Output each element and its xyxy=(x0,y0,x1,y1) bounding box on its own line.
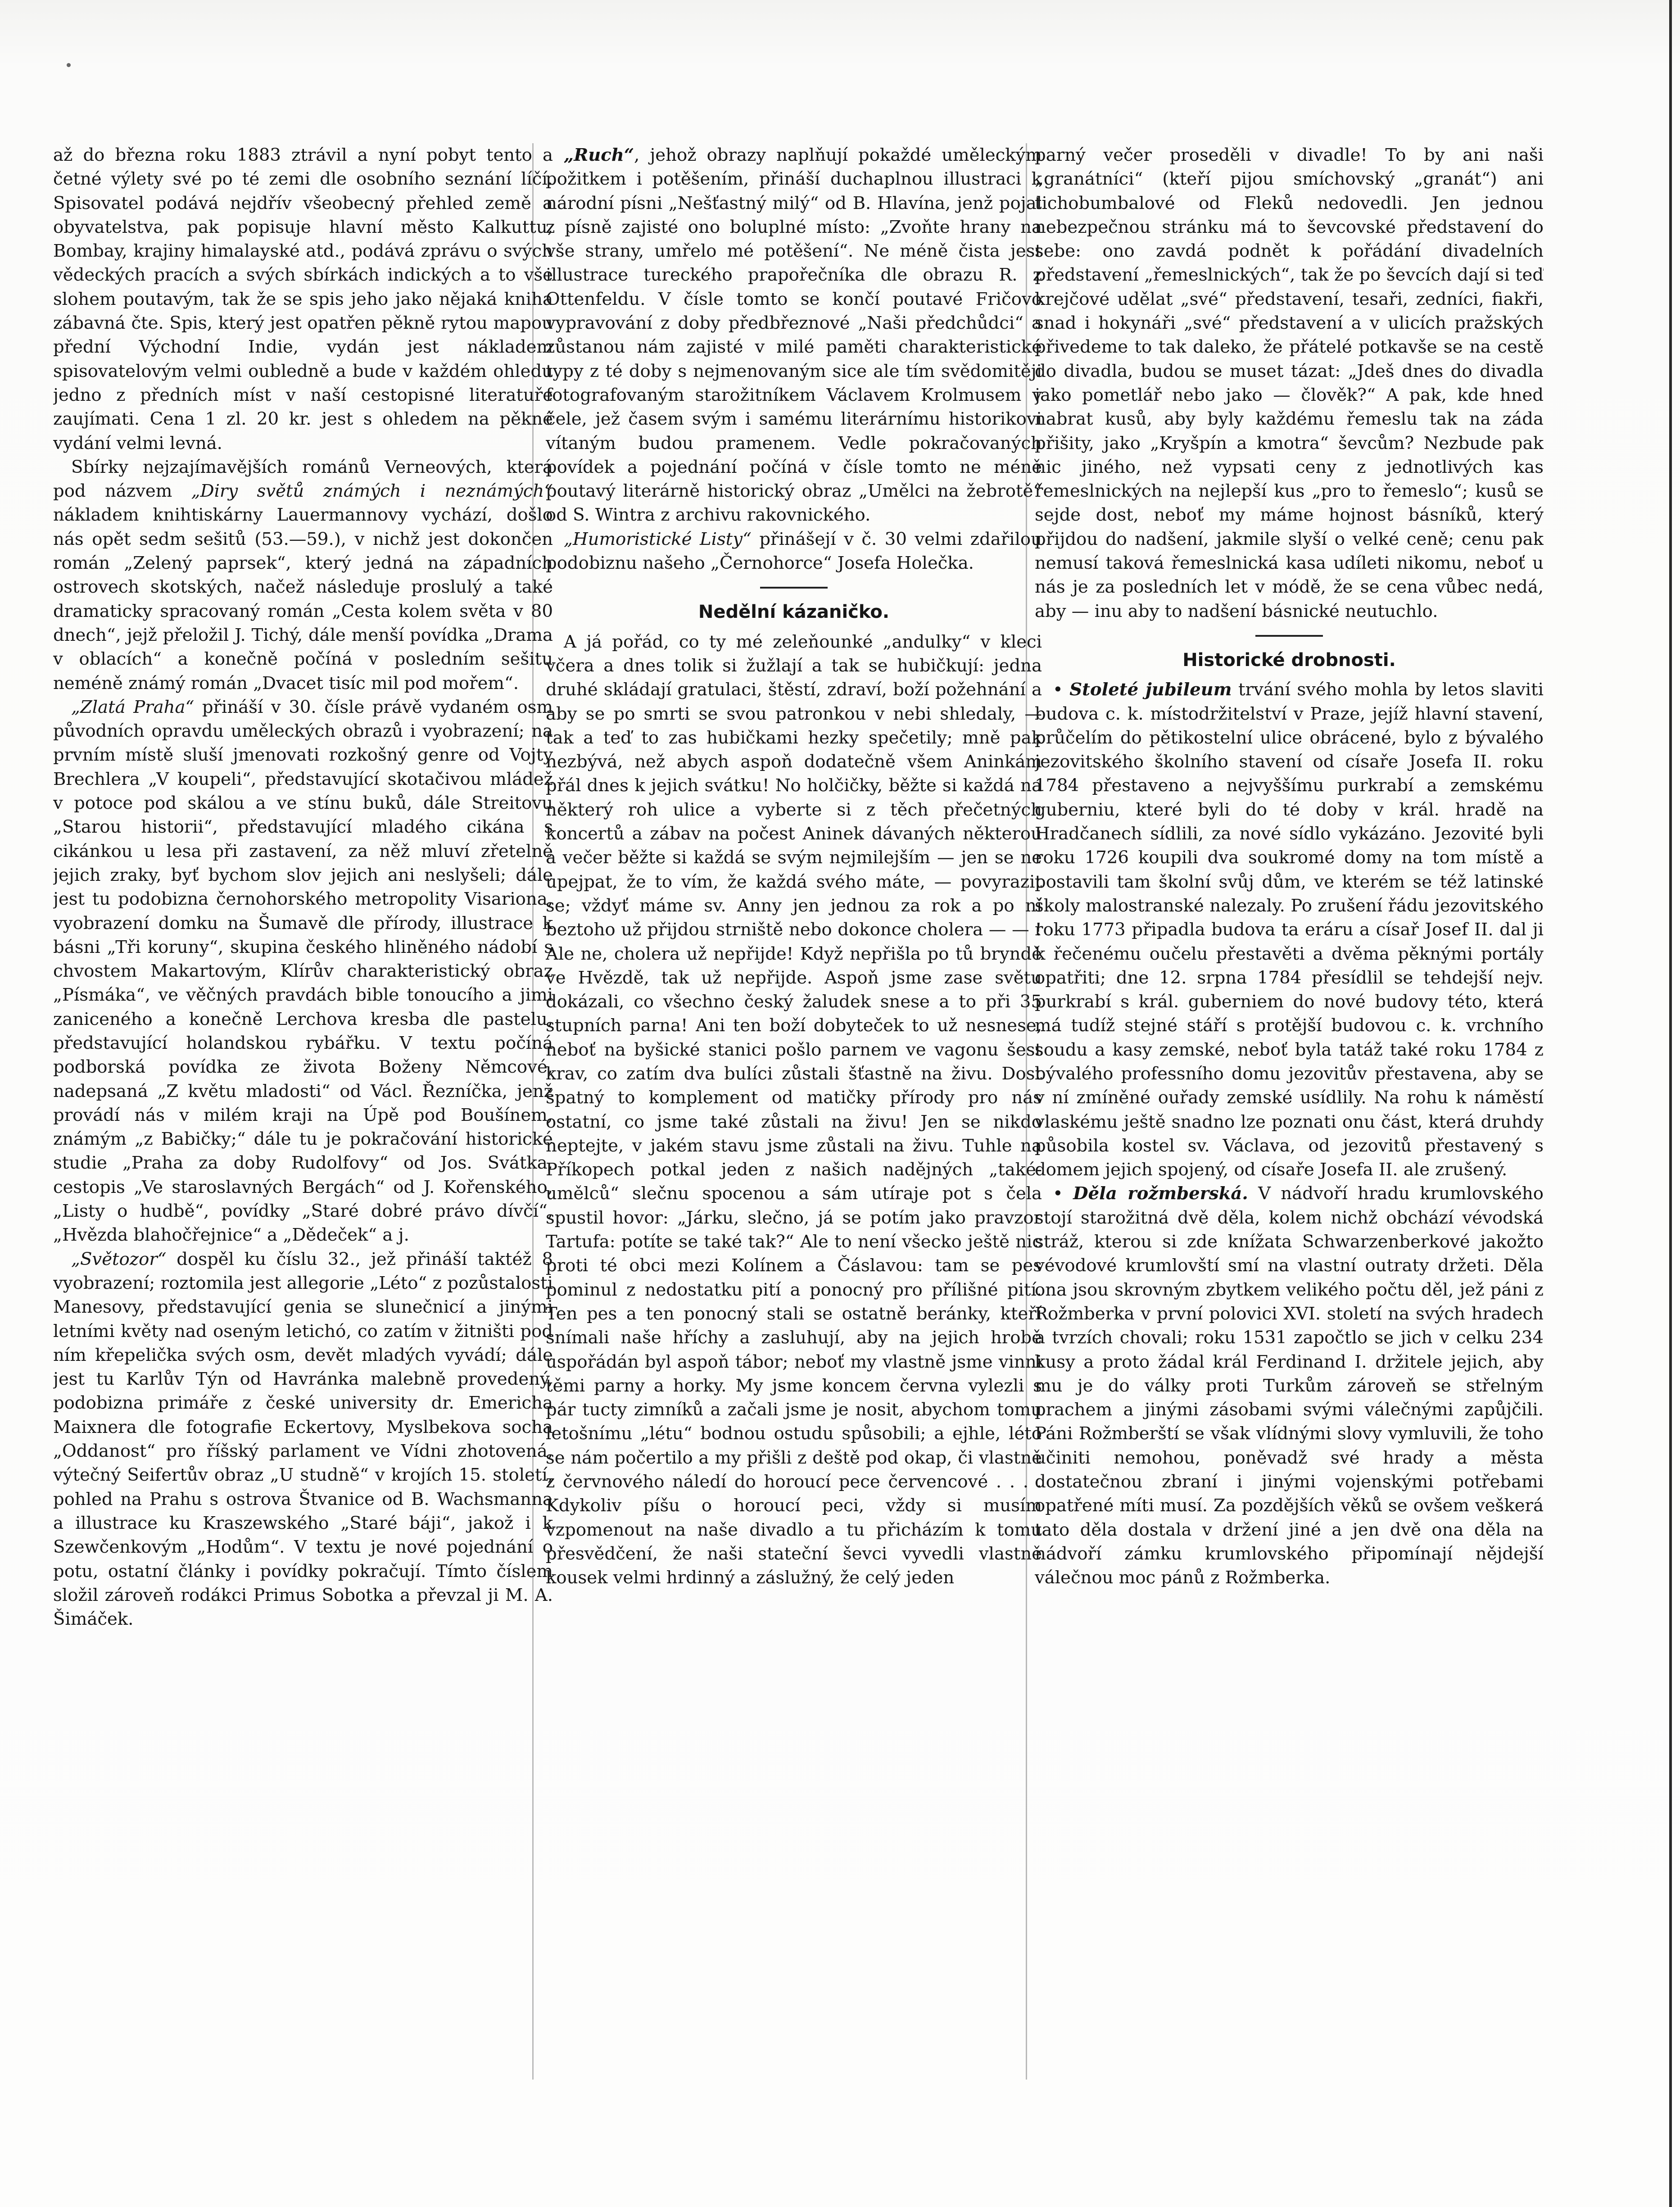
title-zlata-praha: „Zlatá Praha“ xyxy=(71,697,195,717)
paragraph-zlata-praha: „Zlatá Praha“ přináší v 30. čísle právě vydaném osm původních opravdu uměleckých obrazů i vyobrazení; na prvním místě sluší jmenovati rozkošný genre od Vojty Brechlera „V koupeli“, představující skotačivou mládež v potoce pod skálou a ve stínu buků, dále Streitovu „Starou historii“, představující mladého cikána s cikánkou u lesa při zastavení, za něž mluví zřetelně jejich zraky, byť bychom slov jejich ani neslyšeli; dále jest tu podobizna černohorského metropolity Visariona, vyobrazení domku na Šumavě dle přírody, illustrace k básni „Tři koruny“, skupina českého hliněného nádobí s chvostem Makartovým, Klírův charakteristický obraz „Písmáka“, ve věčných pravdách bible tonoucího a jimi zaniceného a konečně Lerchova kresba dle pastelu, představující holandskou rybářku. V textu počíná podborská povídka ze života Boženy Němcové, nadepsaná „Z květu mladosti“ od Václ. Řezníčka, jenž provádí nás v milém kraji na Úpě pod Boušínem, známým „z Babičky;“ dále tu je pokračování historické studie „Praha za doby Rudolfovy“ od Jos. Svátka, cestopis „Ve staroslavných Bergách“ od J. Kořenského, „Listy o hudbě“, povídky „Staré dobré právo dívčí“, „Hvězda blahočřejnice“ a „Dědeček“ a j. xyxy=(53,697,553,1246)
title-humoristicke-listy: „Humoristické Listy“ xyxy=(564,529,752,549)
paragraph-svetozor: „Světozor“ dospěl ku číslu 32., jež přináší taktéž 8 vyobrazení; roztomila jest allegorie „Léto“ z pozůstalosti Manesovy, představující genia se slunečnicí a jinými letními květy nad oseným letichó, co zatím v žitništi pod ním křepelička svých osm, devět mladých vyvádí; dále jest tu Karlův Týn od Havránka malebně provedený, podobizna primáře z české university dr. Emericha Maixnera dle fotografie Eckertovy, Myslbekova socha „Oddanost“ pro říšský parlament ve Vídni zhotovená, výtečný Seifertův obraz „U studně“ v krojích 15. století, pohled na Prahu s ostrova Štvanice od B. Wachsmanna a illustrace ku Kraszewského „Staré báji“, jakož i k Szewčenkovým „Hodům“. V textu je nové pojednání o potu, ostatní články i povídky pokračují. Tímto číslem složil zároveň rodákci Primus Sobotka a převzal ji M. A. Šimáček. xyxy=(53,1249,553,1630)
paragraph-verne-collection: Sbírky nejzajímavějších románů Verneových, která pod názvem „Diry světů známých i neznámých“ nákladem knihtiskárny Lauermannovy vychází, došlo nás opět sedm sešitů (53.—59.), v nichž jest dokončen román „Zelený paprsek“, který jedná na západních ostrovech skotských, načež následuje proslulý a také dramaticky spracovaný román „Cesta kolem světa v 80 dnech“, jejž přeložil J. Tichý, dále menší povídka „Drama v oblacích“ a konečně počíná v posledním sešitu neméně známý román „Dvacet tisíc mil pod mořem“. xyxy=(53,457,553,693)
title-stolete-jubileum: Stoleté jubileum xyxy=(1069,680,1232,700)
title-ruch: „Ruch“ xyxy=(564,145,634,165)
bullet-icon: • xyxy=(1053,680,1070,700)
title-dela-rozmberska: Děla rožmberská. xyxy=(1073,1183,1248,1204)
column-right xyxy=(1035,143,1544,2080)
paragraph-ruch: „Ruch“, jehož obrazy naplňují pokaždé uměleckým požitkem i potěšením, přináší duchaplnou illustraci k národní písni „Nešťastný milý“ od B. Hlavína, jenž pojal z písně zajisté ono boluplné místo: „Zvoňte hrany na vše strany, umřelo mé potěšení“. Ne méně čista jest illustrace tureckého prapořečníka dle obrazu R. z Ottenfeldu. V čísle tomto se končí poutavé Fričovo vypravování z doby předbřeznové „Naši předchůdci“ a zůstanou nám zajisté v milé paměti charakteristické typy z té doby s nejmenovaným sice ale tím svědomitěji fotografovaným starožitníkem Václavem Krolmusem v čele, jež časem svým i samému literárnímu historikovi vítaným budou pramenem. Vedle pokračovaných povídek a pojednání počíná v čísle tomto ne méně poutavý literárně historický obraz „Umělci na žebrotě“ od S. Wintra z archivu rakovnického. xyxy=(546,145,1042,526)
paragraph-humoristicke-listy: „Humoristické Listy“ přinášejí v č. 30 velmi zdařilou podobiznu našeho „Černohorce“ Josefa Holečka. xyxy=(546,529,1042,574)
paragraph-india-travelogue: až do března roku 1883 ztrávil a nyní pobyt tento a četné výlety své po té zemi dle osobního seznání líčí. Spisovatel podává nejdřív všeobecný přehled země a obyvatelstva, pak popisuje hlavní město Kalkuttu, Bombay, krajiny himalayské atd., podává zprávu o svých vědeckých pracích a svých sbírkách indických a to vše slohem poutavým, tak že se spis jeho jako nějaká kniha zábavná čte. Spis, který jest opatřen pěkně rytou mapou přední Východní Indie, vydán jest nákladem spisovatelovým velmi oubledně a bude v každém ohledu jedno z předních míst v naší cestopisné literatuře zaujímati. Cena 1 zl. 20 kr. jest s ohledem na pěkné vydání velmi levná. xyxy=(53,145,553,453)
column-middle xyxy=(546,143,1042,2080)
section-heading-historicke-drobnosti: Historické drobnosti. xyxy=(1182,649,1396,671)
column-left xyxy=(53,143,553,2080)
title-verne-series: „Diry světů známých i neznámých“ xyxy=(191,481,553,502)
section-heading-kazanicko: Nedělní kázaničko. xyxy=(698,602,890,623)
section-divider xyxy=(1255,635,1323,637)
paragraph-dela-rozmberska: • Děla rožmberská. V nádvoří hradu krumlovského stojí starožitná dvě děla, kolem nichž obchází vévodská stráž, kterou si zde knížata Schwarzenberkové jakožto vévodové krumlovští smí na vlastní outraty držeti. Děla ona jsou skrovným zbytkem velikého počtu děl, jež páni z Rožmberka v první polovici XVI. století na svých hradech a tvrzích chovali; roku 1531 započtlo se jich v celku 234 kusy a proto žádal král Ferdinand I. držitele jejich, aby mu je do války proti Turkům zároveň se střelným prachem a jinými zásobami svými válečnými zapůjčili. Páni Rožmberští se však vlídnými slovy vymluvili, že toho učiniti nemohou, poněvadž své hrady a města dostatečnou zbraní i jinými vojenskými potřebami opatřené míti musí. Za pozdějších věků se ovšem veškerá tato děla dostala v držení jiné a jen dvě ona děla na nádvoří zámku krumlovského připomínají nějdejší válečnou moc pánů z Rožmberka. xyxy=(1035,1183,1544,1588)
paragraph-kazanicko-continued: parný večer proseděli v divadle! To by ani naši „granátníci“ (kteří pijou smíchovský „granát“) ani tichobumbalové od Fleků nedovedli. Jen jednou nebezpečnou stránku má to ševcovské představení do sebe: ono zavdá podnět k pořádání divadelních představení „řemeslnických“, tak že po ševcích dají si teď krejčové udělat „své“ představení, tesaři, zedníci, fiakři, snad i hokynáři „své“ představení a v ulicích pražských přivedeme to tak daleko, že přátelé potkavše se na cestě do divadla, budou se muset tázat: „Jdeš dnes do divadla jako pometlář nebo jako — člověk?“ A pak, kde hned nabrat kusů, aby byly každému řemeslu tak na záda přišity, jako „Kryšpín a kmotra“ ševcům? Nezbude pak nic jiného, než vypsati ceny z jednotlivých kas řemeslnických na nejlepší kus „pro to řemeslo“; kusů se sejde dost, neboť my máme hojnost básníků, který přijdou do nadšení, jakmile slyší o velké ceně; cenu pak nemusí taková řemeslnická kasa udíleti nikomu, neboť u nás je za posledních let v módě, že se cena vůbec nedá, aby — inu aby to nadšení básnické neutuchlo. xyxy=(1035,145,1544,621)
page-edge-shadow xyxy=(1669,0,1672,2207)
section-divider xyxy=(760,587,828,589)
paragraph-stolete-jubileum: • Stoleté jubileum trvání svého mohla by letos slaviti budova c. k. místodržitelství v Praze, jejíž hlavní stavení, průčelím do pětikostelní ulice obrácené, bylo z bývalého jezovitského školního stavení od císaře Josefa II. roku 1784 přestaveno a nejvyššímu purkrabí a zemskému guberniu, které byli do té doby v král. hradě na Hradčanech sídlili, za nové sídlo vykázáno. Jezovité byli roku 1726 koupili dva soukromé domy na tom místě a postavili tam školní svůj dům, ve kterém se též latinské školy malostranské nalezaly. Po zrušení řádu jezovitského roku 1773 připadla budova ta eráru a císař Josef II. dal ji k řečenému oučelu přestavěti a dvěma pěknými portály opatřiti; dne 12. srpna 1784 přesídlil se tehdejší nejv. purkrabí s král. guberniem do nové budovy této, která má tudíž stejné stáří s protější budovou c. k. vrchního soudu a kasy zemské, neboť byla tatáž také roku 1784 z bývalého professního domu jezovitův přestavena, aby se v ní zmíněné ouřady zemské usídlily. Na rohu k náměstí vlaskému ještě snadno lze poznati onu část, která druhdy působila kostel sv. Václava, od jezovitů přestavený s domem jejich spojený, od císaře Josefa II. ale zrušený. xyxy=(1035,680,1544,1180)
paragraph-kazanicko: A já pořád, co ty mé zeleňounké „andulky“ v kleci včera a dnes tolik si žužlají a tak se hubičkují: jedna druhé skládají gratulaci, štěstí, zdraví, boží požehnání a aby se po smrti se svou patronkou v nebi shledaly, — tak a teď to zas hubičkami hezky spečetily; mně pak nezbývá, než abych aspoň dodatečně všem Aninkám přál dnes k jejich svátku! No holčičky, běžte si každá na některý roh ulice a vyberte si z těch přečetných koncertů a zábav na počest Aninek dávaných některou a večer běžte si každá se svým nejmilejším — jen se ne upejpat, že to vím, že každá svého máte, — povyrazit se; vždyť máme sv. Anny jen jednou za rok a po ní beztoho už přijdou strniště nebo dokonce cholera — — ! Ale ne, cholera už nepřijde! Když nepřišla po tů bryndě ve Hvězdě, tak už nepřijde. Aspoň jsme zase světu dokázali, co všechno český žaludek snese a to při 35 stupních parna! Ani ten boží dobyteček to už nesnese, neboť na byšické stanici pošlo parnem ve vagonu šest krav, co zatím dva bulíci zůstali šťastně na živu. Dost špatný to komplement od matičky přírody pro nás ostatní, co jsme také zůstali na živu! Jen se nikdo neptejte, v jakém stavu jsme zůstali na živu. Tuhle na Příkopech potkal jeden z našich nadějných „také-umělců“ slečnu spocenou a sám utíraje pot s čela spustil hovor: „Járku, slečno, já se potím jako pravzor Tartufa: potíte se také tak?“ Ale to není všecko ještě nic proti té obci mezi Kolínem a Čáslavou: tam se pes pominul z nedostatku pití a ponocný pro přílišné pití. Ten pes a ten ponocný stali se ostatně beránky, kteří snímali naše hříchy a zasluhují, aby na jejich hrobě uspořádán byl aspoň tábor; neboť my vlastně jsme vinni těmi parny a horky. My jsme koncem června vylezli s pár tucty zimníků a začali jsme je nosit, abychom tomu letošnímu „létu“ bodnou ostudu spůsobili; a ejhle, léto se nám počertilo a my přišli z deště pod okap, či vlastně z červnového náledí do horoucí pece červencové . . . . Kdykoliv píšu o horoucí peci, vždy si musím vzpomenout na naše divadlo a tu přicházím k tomu přesvědčení, že naši stateční ševci vyvedli vlastně kousek velmi hrdinný a záslužný, že celý jeden xyxy=(546,631,1042,1588)
ink-dot xyxy=(67,63,71,67)
title-svetozor: „Světozor“ xyxy=(71,1249,167,1269)
bullet-icon: • xyxy=(1053,1183,1073,1204)
